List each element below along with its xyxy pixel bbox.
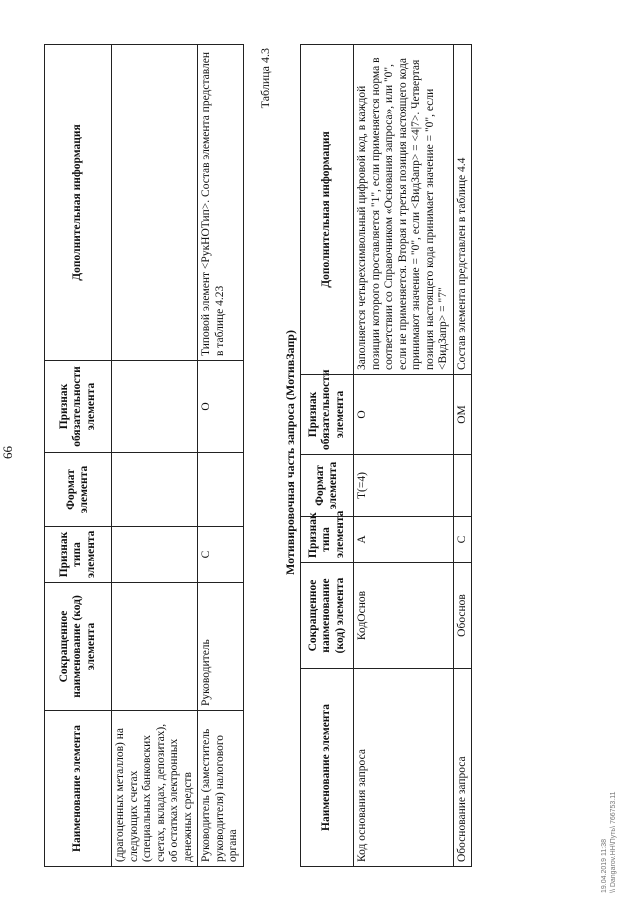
header-cell: Формат элемента xyxy=(45,453,112,527)
header-cell: Дополнительная информация xyxy=(301,45,354,375)
stamp-path: \\ Dangarov.HH\Путь\ 766753.11 xyxy=(610,791,617,893)
table-row xyxy=(112,45,198,867)
table-cell xyxy=(112,583,198,711)
table-cell: Обоснование запроса xyxy=(453,669,472,867)
header-cell: Дополнительная информация xyxy=(45,45,112,361)
stamp-date: 19.04.2019 11:38 xyxy=(601,839,608,893)
header-cell: Формат элемента xyxy=(301,455,354,517)
header-cell: Признак типа элемента xyxy=(301,517,354,563)
table-cell: Руководитель (заместитель руководителя) налогового органа xyxy=(198,711,244,867)
table-cell: Руководитель xyxy=(198,583,244,711)
table-cell: Заполняется четырехсимвольный цифровой код, в каждой позиции которого проставляется "1", если применяется норма в соответствии со Справочником «Основания запроса», или "0", если не применяется. Вторая и третья позиция настоящего кода принимают значение = "0", если <ВидЗапр> = <4|7>. Четвертая позиция настоящего кода принимает значение = "0", если <ВидЗапр> = "7" xyxy=(354,45,454,375)
table-title: Мотивировочная часть запроса (МотивЗапр) xyxy=(283,330,297,575)
table-cell: (драгоценных металлов) на следующих счетах (специальных банковских счетах, вкладах, депозитах), об остатках электронных денежных средств xyxy=(112,711,198,867)
header-cell: Наименование элемента xyxy=(301,669,354,867)
table-cell: Типовой элемент <РукНОТип>. Состав элемента представлен в таблице 4.23 xyxy=(198,45,244,361)
header-cell: Сокращенное наименование (код) элемента xyxy=(301,563,354,669)
header-cell: Признак типа элемента xyxy=(45,527,112,583)
table-cell: ОМ xyxy=(453,375,472,455)
table-row xyxy=(354,45,454,867)
table-caption: Таблица 4.3 xyxy=(258,48,272,109)
table-cell: А xyxy=(354,517,454,563)
print-stamp xyxy=(600,791,618,893)
table-cell xyxy=(112,527,198,583)
table-cell: Состав элемента представлен в таблице 4.4 xyxy=(453,45,472,375)
table-cell xyxy=(198,453,244,527)
table-cell: Код основания запроса xyxy=(354,669,454,867)
header-cell: Признак обязательности элемента xyxy=(301,375,354,455)
header-cell: Сокращенное наименование (код) элемента xyxy=(45,583,112,711)
table-cell: С xyxy=(198,527,244,583)
table-continued xyxy=(44,44,244,867)
table-motivation xyxy=(300,44,472,867)
table-header-row xyxy=(301,45,354,867)
table-header-row xyxy=(45,45,112,867)
table-cell xyxy=(112,45,198,361)
header-cell: Признак обязательности элемента xyxy=(45,361,112,453)
table-cell xyxy=(453,455,472,517)
table-row xyxy=(453,45,472,867)
table-cell: КодОснов xyxy=(354,563,454,669)
page-number: 66 xyxy=(0,446,15,459)
table-cell xyxy=(112,361,198,453)
table-cell: О xyxy=(354,375,454,455)
table-cell xyxy=(112,453,198,527)
table-cell: T(=4) xyxy=(354,455,454,517)
table-cell: С xyxy=(453,517,472,563)
table-cell: О xyxy=(198,361,244,453)
table-cell: Обоснов xyxy=(453,563,472,669)
table-row xyxy=(198,45,244,867)
header-cell: Наименование элемента xyxy=(45,711,112,867)
